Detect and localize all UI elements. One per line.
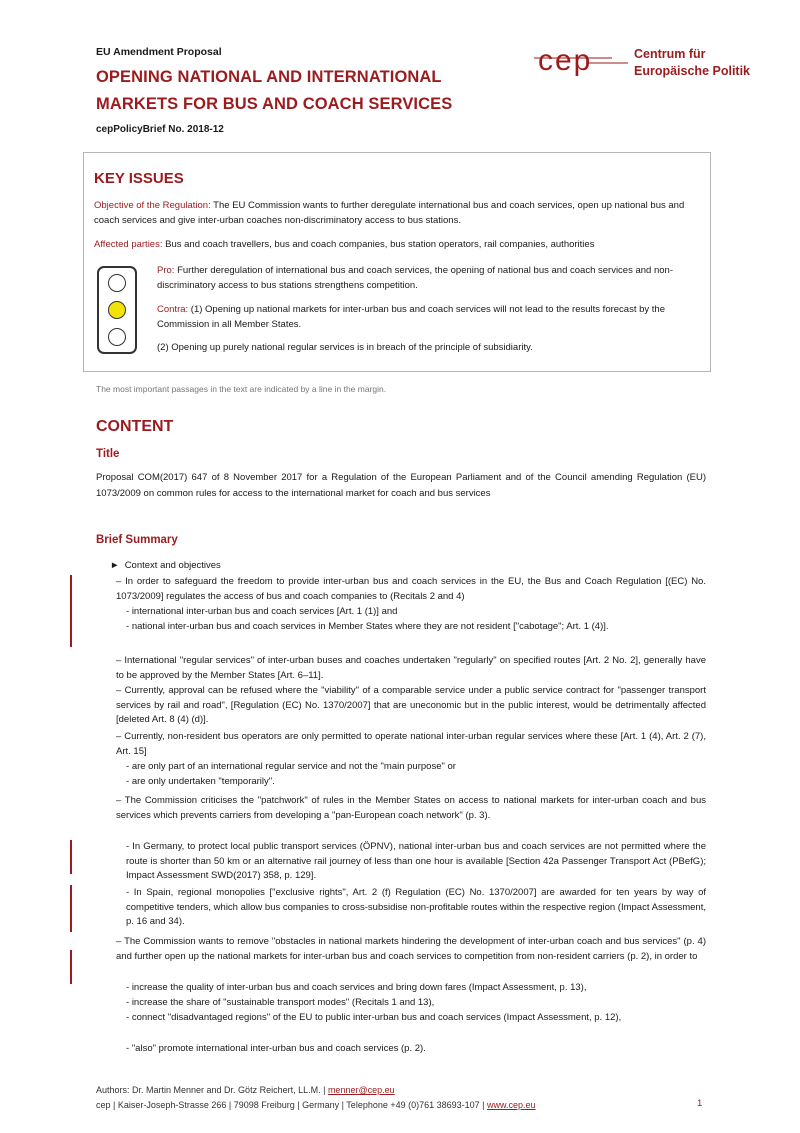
list-item-text: Currently, non-resident bus operators are only permitted to operate national inter-urban regular services where these [Art. 1 (4), Art. 2 (7), Art. 15] [116,731,706,757]
context-heading-text: Context and objectives [124,560,221,571]
margin-line [70,950,72,984]
list-item [116,575,706,604]
organisation-name [634,46,750,80]
sub-list-item: - national inter-urban bus and coach services in Member States where they are not resident ["cabotage"; Art. 1 (4)]. [126,621,609,632]
green-lamp-off [108,328,126,346]
cep-wordmark: cep [538,44,593,77]
dash-bullet-icon: – [116,795,125,806]
sub-list-item: - are only part of an international regular service and not the "main purpose" or [126,761,456,772]
website-link[interactable]: www.cep.eu [487,1100,536,1110]
list-item [116,935,706,964]
traffic-light-icon [97,266,137,354]
pro-paragraph [157,263,709,293]
list-item-text: International "regular services" of inter-urban buses and coaches undertaken "regularly" on specified routes [Art. 2 No. 2], generally have to be approved by the Member States [Art. 6–11]. [116,655,706,681]
dash-bullet-icon: – [116,685,125,696]
footer-authors-line [96,1083,536,1098]
list-item-text: The Commission wants to remove "obstacles in national markets hindering the development of inter-urban coach and bus services" (p. 4) and further open up the national markets for inter-urban bus and coach services to competition from non-resident carriers (p. 2), in order to [116,936,706,962]
org-line-1: Centrum für [634,47,706,61]
org-line-2: Europäische Politik [634,64,751,78]
affected-label: Affected parties: [94,239,163,250]
list-item-text: are only undertaken "temporarily". [131,776,275,787]
footer [96,1083,536,1113]
margin-note: The most important passages in the text are indicated by a line in the margin. [96,384,387,394]
title-line-2: MARKETS FOR BUS AND COACH SERVICES [96,95,453,113]
list-item-text: national inter-urban bus and coach services in Member States where they are not resident ["cabotage"; Art. 1 (4)]. [131,621,609,632]
sub-list-item: - increase the share of "sustainable transport modes" (Recitals 1 and 13), [126,997,435,1008]
list-item-text: In order to safeguard the freedom to provide inter-urban bus and coach services in the EU, the Bus and Coach Regulation [(EC) No. 1073/2009] regulates the access of bus and coach companies to (Recitals 2 and 4) [116,576,706,602]
sub-list-item: - In Germany, to protect local public transport services (ÖPNV), national inter-urban bus and coach services are not permitted where the route is shorter than 50 km or an alternative rail journey of less than one hour is available [Section 42a Passenger Transport Act (PBefG); Impact Assessment SWD(2017) 358, p. 129]. [126,841,706,882]
content-heading: CONTENT [96,418,174,435]
objective-paragraph [94,198,708,228]
affected-parties-paragraph [94,237,708,252]
list-item [116,684,706,728]
key-issues-heading: KEY ISSUES [94,170,184,187]
list-item-text: increase the quality of inter-urban bus and coach services and bring down fares (Impact Assessment, p. 13), [131,982,587,993]
dash-bullet-icon: – [116,936,125,947]
sub-list-item: - increase the quality of inter-urban bus and coach services and bring down fares (Impact Assessment, p. 13), [126,982,587,993]
list-item-text: "also" promote international inter-urban bus and coach services (p. 2). [131,1043,426,1054]
contra-text-1: (1) Opening up national markets for inter-urban bus and coach services will not lead to the results forecast by the Commission in all Member States. [157,304,665,330]
list-item-text: international inter-urban bus and coach services [Art. 1 (1)] and [131,606,398,617]
authors-text: Authors: Dr. Martin Menner and Dr. Götz Reichert, LL.M. | [96,1085,328,1095]
list-item-text: Currently, approval can be refused where the "viability" of a comparable service under a public service contract for "passenger transport services by rail and road", [Regulation (EC) No. 1370/2007] that are uneconomic but in the public interest, would be detrimentally affected [deleted Art. 8 (4) (d)]. [116,685,706,726]
sub-list-item: - "also" promote international inter-urban bus and coach services (p. 2). [126,1043,426,1054]
sub-list-item: - connect "disadvantaged regions" of the EU to public inter-urban bus and coach services (Impact Assessment, p. 12), [126,1012,622,1023]
dash-bullet-icon: – [116,655,125,666]
list-item-text: connect "disadvantaged regions" of the EU to public inter-urban bus and coach services (Impact Assessment, p. 12), [131,1012,622,1023]
red-lamp-off [108,274,126,292]
document-title [96,64,452,118]
title-subheading: Title [96,448,120,460]
margin-line [70,885,72,932]
contra-paragraph [157,302,709,332]
document-type-label: EU Amendment Proposal [96,46,222,58]
sub-list-item: - are only undertaken "temporarily". [126,776,275,787]
contra-label: Contra: [157,304,189,315]
context-heading [110,559,410,574]
address-text: cep | Kaiser-Joseph-Strasse 266 | 79098 Freiburg | Germany | Telephone +49 (0)761 38693-107 | [96,1100,488,1110]
list-item [116,794,706,823]
affected-text: Bus and coach travellers, bus and coach companies, bus station operators, rail companies, authorities [162,239,595,250]
sub-list-item: - international inter-urban bus and coach services [Art. 1 (1)] and [126,606,398,617]
brief-number: cepPolicyBrief No. 2018-12 [96,124,224,135]
margin-line [70,575,72,647]
amber-lamp-on [108,301,126,319]
email-link[interactable]: menner@cep.eu [327,1085,395,1095]
objective-text: The EU Commission wants to further deregulate international bus and coach services, open up national bus and coach services and give inter-urban coaches non-discriminatory access to bus stations. [94,200,685,226]
pro-text: Further deregulation of international bus and coach services, the opening of national bus and coach services and non-discriminatory access to bus stations strengthens competition. [157,265,673,291]
list-item-text: increase the share of "sustainable transport modes" (Recitals 1 and 13), [131,997,435,1008]
page-number: 1 [697,1098,703,1109]
footer-address-line [96,1098,536,1113]
sub-list-item: - In Spain, regional monopolies ["exclusive rights", Art. 2 (f) Regulation (EC) No. 1370/2007] are awarded for ten years by way of competitive tenders, which allow bus companies to cross-subsidise non-profitable routes within the respective region (Impact Assessment, p. 16 and 34). [126,887,706,928]
dash-bullet-icon: – [116,576,126,587]
list-item [116,654,706,683]
brief-summary-heading: Brief Summary [96,534,178,546]
pro-label: Pro: [157,265,175,276]
proposal-title-text: Proposal COM(2017) 647 of 8 November 2017 for a Regulation of the European Parliament and of the Council amending Regulation (EU) 1073/2009 on common rules for access to the international market for coach and bus services [96,472,706,499]
contra-paragraph-2: (2) Opening up purely national regular services is in breach of the principle of subsidiarity. [157,342,533,353]
list-item-text: are only part of an international regular service and not the "main purpose" or [131,761,456,772]
title-line-1: OPENING NATIONAL AND INTERNATIONAL [96,68,442,86]
dash-bullet-icon: – [116,731,125,742]
list-item-text: In Spain, regional monopolies ["exclusive rights", Art. 2 (f) Regulation (EC) No. 1370/2007] are awarded for ten years by way of competitive tenders, which allow bus companies to cross-subsidise non-profitable routes within the respective region (Impact Assessment, p. 16 and 34). [126,887,706,928]
margin-line [70,840,72,874]
objective-label: Objective of the Regulation: [94,200,211,211]
triangle-bullet-icon: ► [110,560,125,571]
list-item [116,730,706,759]
list-item-text: The Commission criticises the "patchwork" of rules in the Member States on access to national markets for inter-urban coach and bus services which prevents carriers from developing a "pan-European coach network" (p. 3). [116,795,706,821]
list-item-text: In Germany, to protect local public transport services (ÖPNV), national inter-urban bus and coach services are not permitted where the route is shorter than 50 km or an alternative rail journey of less than one hour is available [Section 42a Passenger Transport Act (PBefG); Impact Assessment SWD(2017) 358, p. 129]. [126,841,706,882]
